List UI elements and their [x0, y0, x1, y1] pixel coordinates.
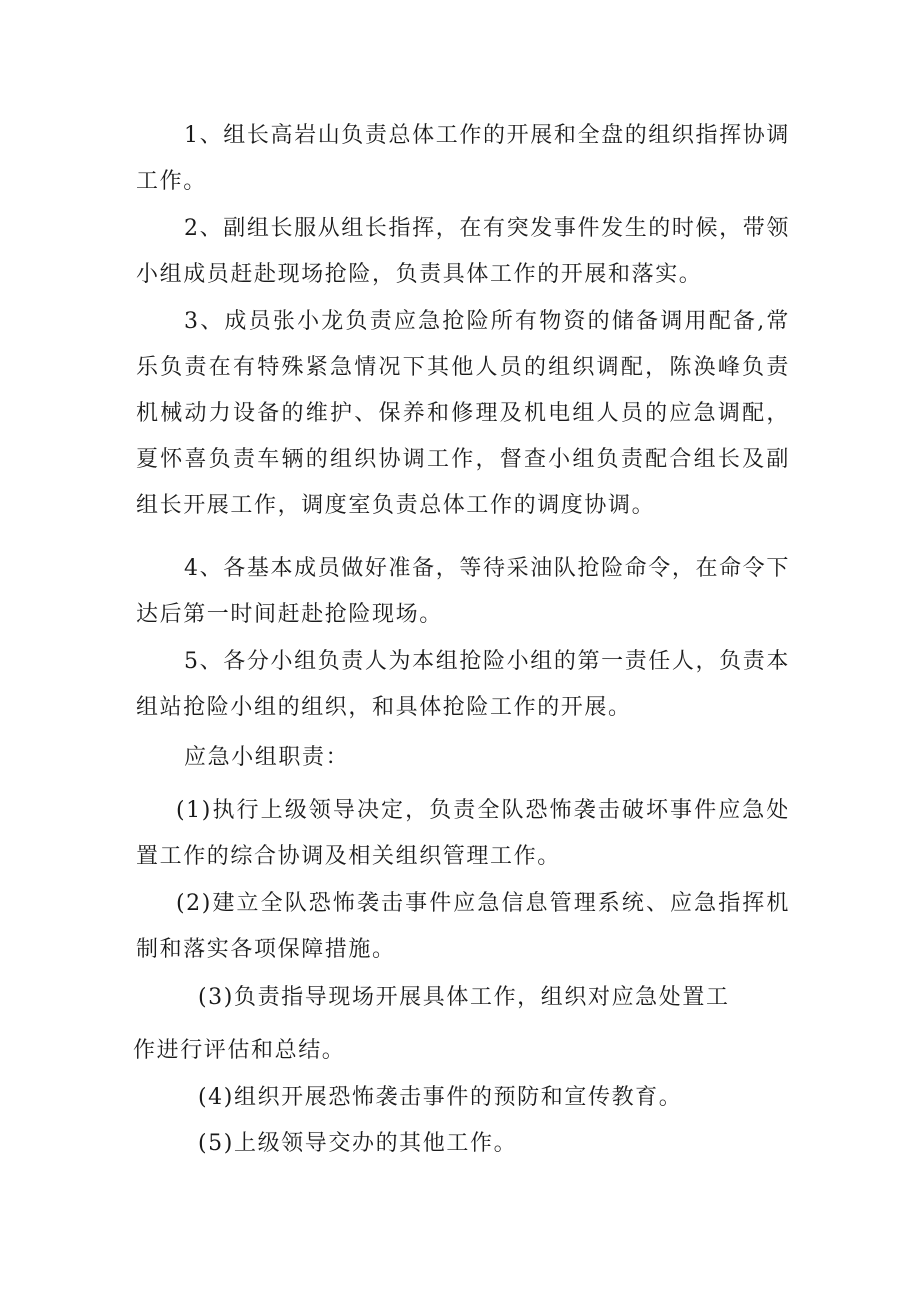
paragraph-4: 4、各基本成员做好准备，等待采油队抢险命令，在命令下达后第一时间赶赴抢险现场。 — [136, 556, 790, 627]
paragraph-1: 1、组长高岩山负责总体工作的开展和全盘的组织指挥协调工作。 — [136, 123, 790, 194]
duty-item-3-line-2: 作进行评估和总结。 — [133, 1038, 346, 1063]
paragraph-2: 2、副组长服从组长指挥，在有突发事件发生的时候，带领小组成员赶赴现场抢险，负责具体工作的开展和落实。 — [136, 216, 790, 287]
duty-item-3-line-1: (3)负责指导现场开展具体工作，组织对应急处置工 — [198, 985, 730, 1010]
paragraph-5: 5、各分小组负责人为本组抢险小组的第一责任人，负责本组站抢险小组的组织，和具体抢险工作的开展。 — [136, 649, 790, 720]
duty-item-4: (4)组织开展恐怖袭击事件的预防和宣传教育。 — [198, 1085, 683, 1110]
duty-item-1: (1)执行上级领导决定，负责全队恐怖袭击破坏事件应急处置工作的综合协调及相关组织管理工作。 — [136, 798, 790, 869]
paragraph-3: 3、成员张小龙负责应急抢险所有物资的储备调用配备,常乐负责在有特殊紧急情况下其他人员的组织调配，陈涣峰负责机械动力设备的维护、保养和修理及机电组人员的应急调配，夏怀喜负责车辆的组织协调工作，督查小组负责配合组长及副组长开展工作，调度室负责总体工作的调度协调。 — [136, 309, 790, 518]
duty-item-2: (2)建立全队恐怖袭击事件应急信息管理系统、应急指挥机制和落实各项保障措施。 — [136, 891, 790, 962]
duties-heading: 应急小组职责： — [184, 745, 350, 770]
duty-item-5: (5)上级领导交办的其他工作。 — [198, 1131, 518, 1156]
